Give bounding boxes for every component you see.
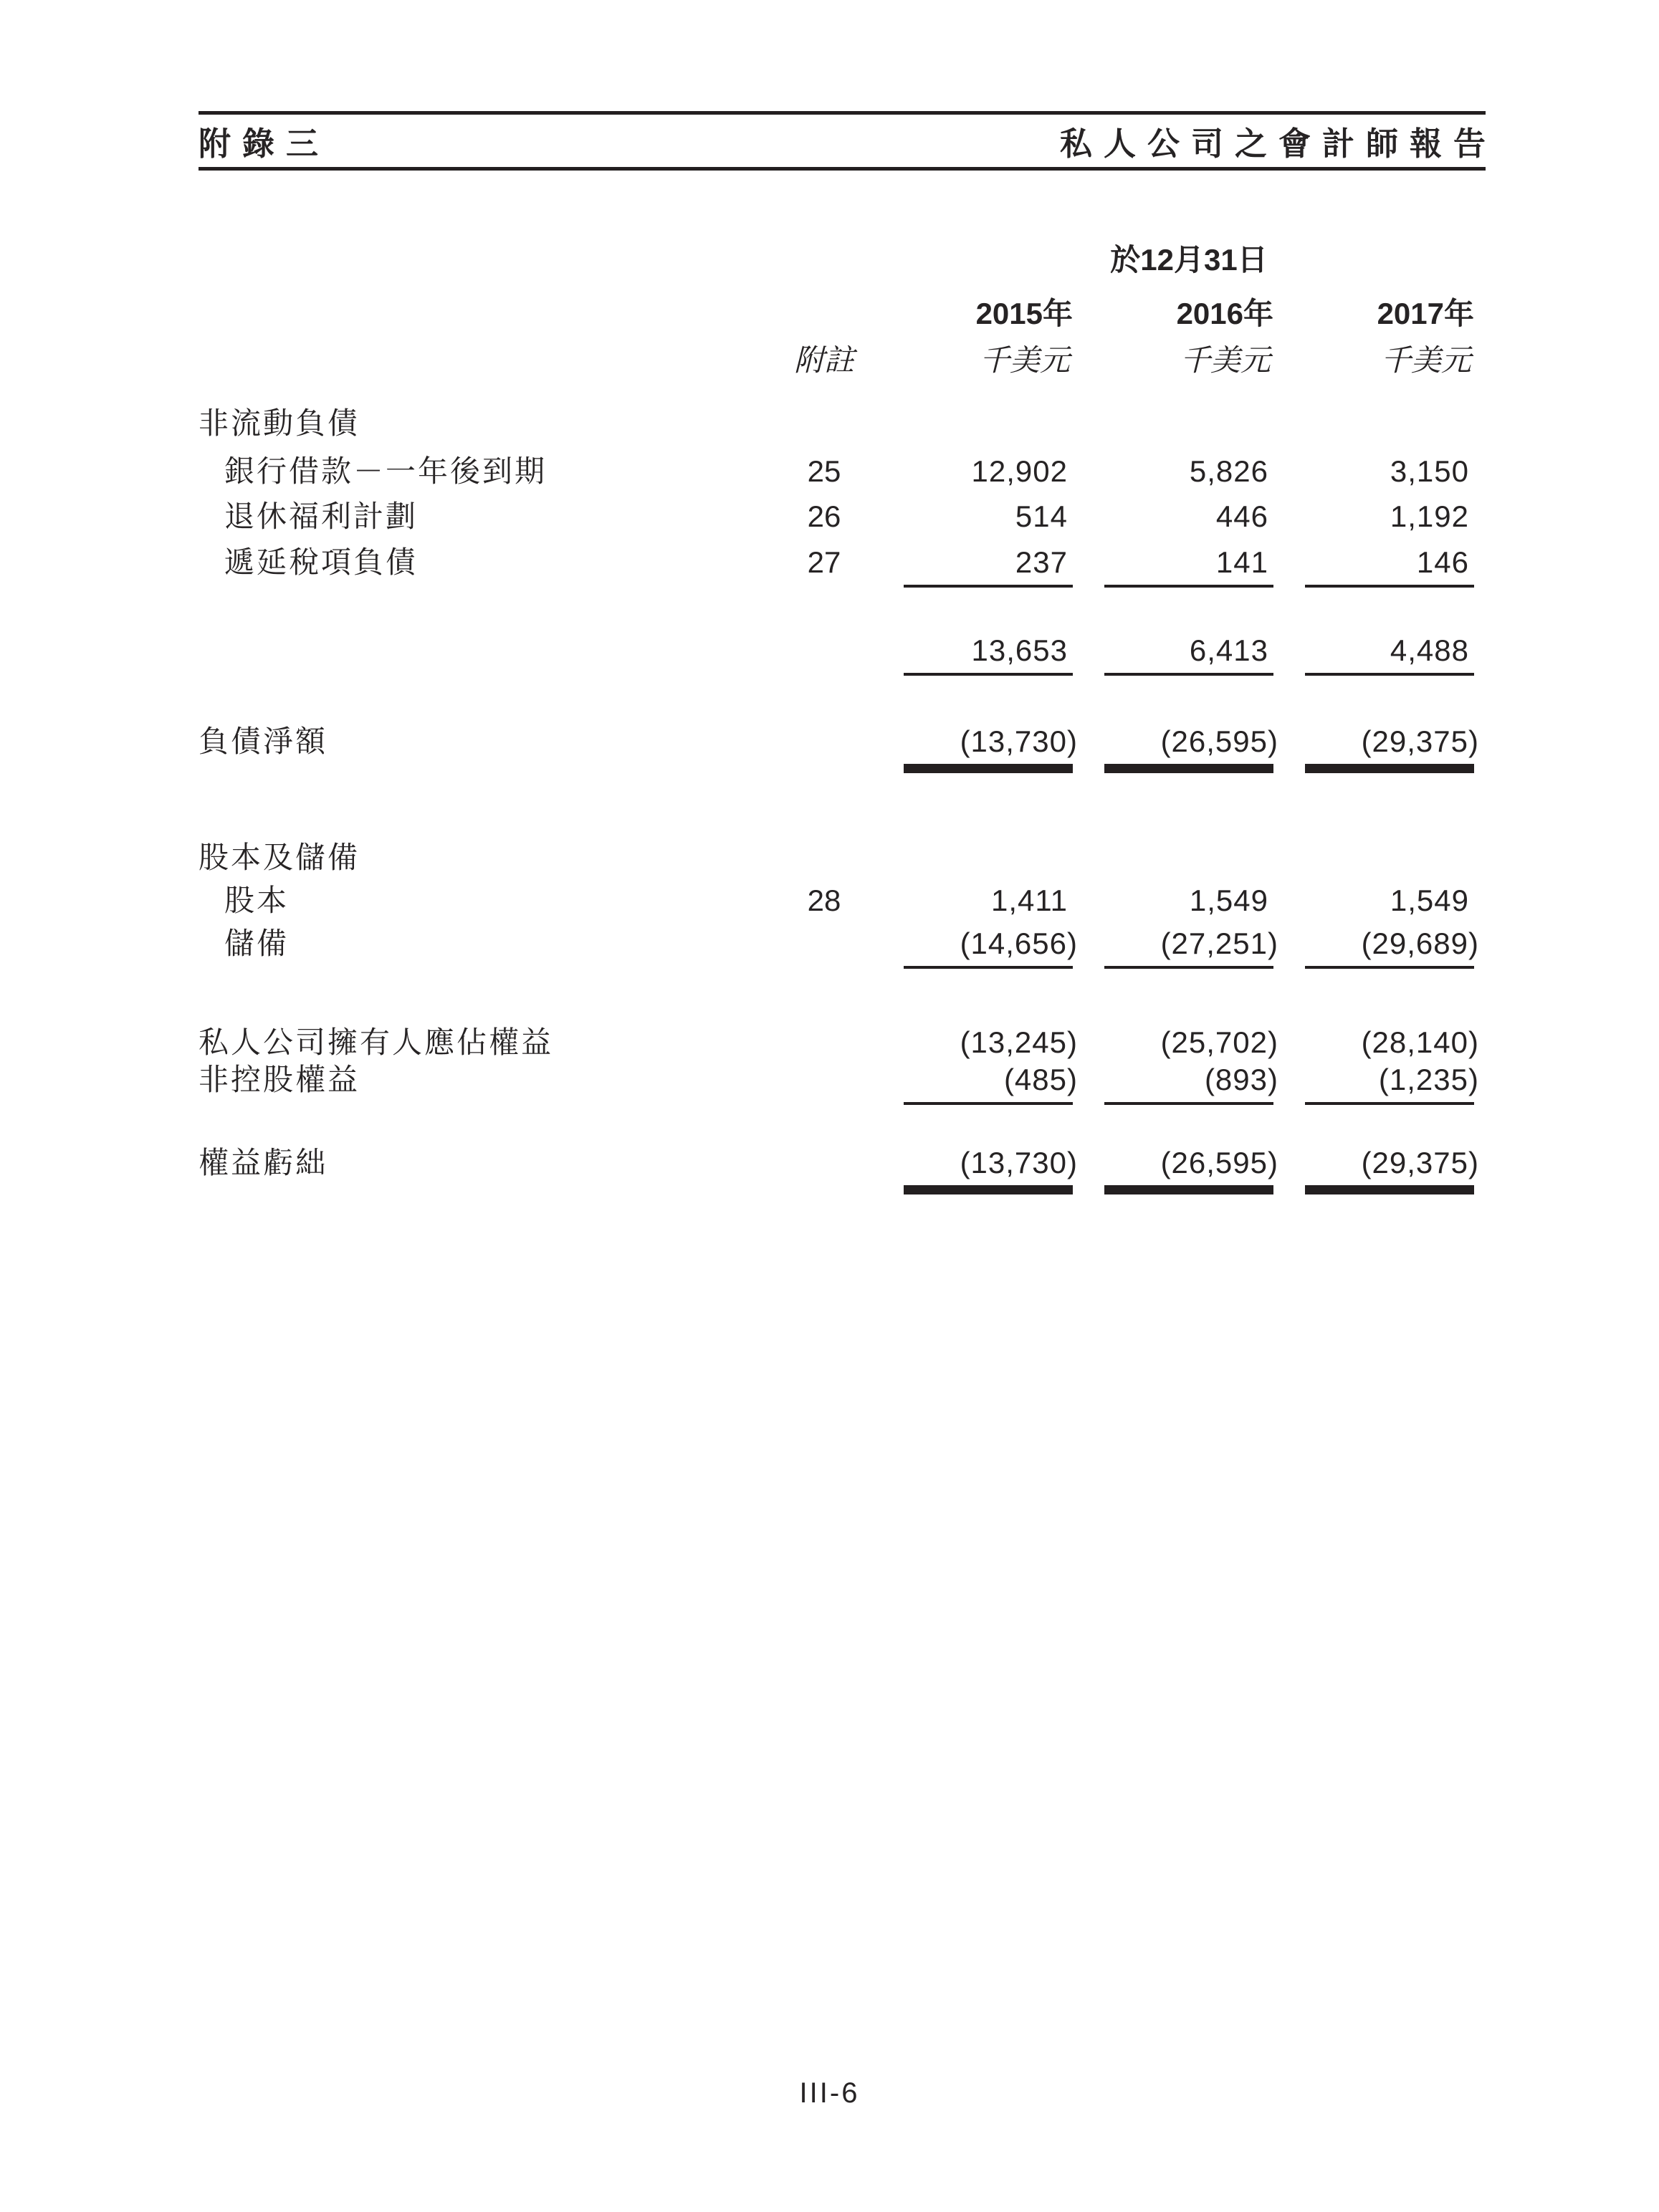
- value: (1,235): [1378, 1063, 1479, 1096]
- year-header-2015: 2015年: [975, 297, 1073, 330]
- value-cell: [904, 1025, 1078, 1060]
- value: (893): [1204, 1063, 1278, 1096]
- value: 12,902: [971, 454, 1068, 488]
- value: (485): [1003, 1063, 1078, 1096]
- value-cell: [904, 1063, 1078, 1105]
- table-row: [199, 454, 1486, 489]
- value-cell: [1104, 1146, 1278, 1192]
- value-cell: [904, 724, 1078, 770]
- value-cell: [1104, 545, 1273, 588]
- value-cell: [1104, 454, 1273, 489]
- value-cell: [1104, 884, 1273, 918]
- note-reference: 28: [807, 884, 841, 917]
- value-cell: [1104, 1025, 1278, 1060]
- row-label: 非流動負債: [199, 406, 360, 440]
- row-label: 非控股權益: [199, 1063, 360, 1096]
- page-number: III-6: [799, 2077, 860, 2109]
- section-header-row: [199, 406, 1486, 441]
- report-title: 私人公司之會計師報告: [1059, 125, 1497, 162]
- value-cell: [1104, 1063, 1278, 1105]
- value-cell: [1305, 1146, 1479, 1192]
- value-cell: [1305, 499, 1474, 534]
- value: (25,702): [1160, 1025, 1278, 1059]
- row-label: 負債淨額: [199, 724, 328, 758]
- row-label: 權益虧絀: [199, 1146, 328, 1179]
- value: 3,150: [1390, 454, 1469, 488]
- value: (13,730): [960, 724, 1078, 758]
- section-header-row: [199, 841, 1486, 875]
- table-row: [199, 545, 1486, 588]
- value: 1,549: [1189, 884, 1268, 917]
- table-row: [199, 1025, 1486, 1060]
- unit-header-row: [199, 343, 1486, 378]
- unit-header: 千美元: [979, 343, 1070, 377]
- value-cell: [1305, 1025, 1479, 1060]
- value: 1,549: [1390, 884, 1469, 917]
- header-bottom-rule: [199, 167, 1486, 171]
- value: 237: [1015, 545, 1068, 579]
- page-header: [199, 115, 1497, 166]
- value-cell: [904, 884, 1073, 918]
- value-cell: [1305, 884, 1474, 918]
- value: (28,140): [1361, 1025, 1479, 1059]
- note-reference: 26: [807, 499, 841, 533]
- value: (13,245): [960, 1025, 1078, 1059]
- value: 13,653: [971, 633, 1068, 667]
- row-label: 遞延稅項負債: [224, 545, 419, 579]
- year-header-row: [199, 297, 1486, 331]
- table-row: [199, 884, 1486, 918]
- row-label: 股本: [224, 884, 290, 917]
- value-cell: [1104, 927, 1278, 969]
- value: (26,595): [1160, 724, 1278, 758]
- note-reference: 27: [807, 545, 841, 579]
- table-row: [199, 499, 1486, 534]
- value-cell: [904, 499, 1073, 534]
- row-label: 私人公司擁有人應佔權益: [199, 1025, 554, 1059]
- value: (14,656): [960, 927, 1078, 960]
- value: 446: [1215, 499, 1268, 533]
- value: 5,826: [1189, 454, 1268, 488]
- value: 514: [1015, 499, 1068, 533]
- value-cell: [904, 545, 1073, 588]
- notes-column-header: 附註: [793, 343, 854, 377]
- value-cell: [904, 927, 1078, 969]
- value: 141: [1215, 545, 1268, 579]
- value: (29,689): [1361, 927, 1479, 960]
- value-cell: [1305, 1063, 1479, 1105]
- row-label: 儲備: [224, 927, 290, 960]
- row-label: 股本及儲備: [199, 841, 360, 874]
- unit-header: 千美元: [1380, 343, 1471, 377]
- value: (29,375): [1361, 724, 1479, 758]
- year-header-2016: 2016年: [1176, 297, 1273, 330]
- value: 6,413: [1189, 633, 1268, 667]
- row-label: 銀行借款－一年後到期: [224, 454, 548, 488]
- value: 146: [1416, 545, 1469, 579]
- table-row: [199, 633, 1486, 676]
- value-cell: [904, 1146, 1078, 1192]
- date-header-row: [199, 243, 1486, 277]
- table-row: [199, 724, 1486, 770]
- value-cell: [1104, 633, 1273, 676]
- unit-header: 千美元: [1180, 343, 1271, 377]
- row-label: 退休福利計劃: [224, 499, 419, 533]
- appendix-title: 附錄三: [199, 125, 330, 162]
- value: 1,192: [1390, 499, 1469, 533]
- value-cell: [1305, 633, 1474, 676]
- value-cell: [904, 633, 1073, 676]
- note-reference: 25: [807, 454, 841, 488]
- value-cell: [1104, 724, 1278, 770]
- value-cell: [1305, 927, 1479, 969]
- value: 1,411: [991, 884, 1068, 917]
- value-cell: [1104, 499, 1273, 534]
- value: 4,488: [1390, 633, 1469, 667]
- date-header: 於12月31日: [1110, 243, 1268, 277]
- value: (13,730): [960, 1146, 1078, 1179]
- value-cell: [904, 454, 1073, 489]
- year-header-2017: 2017年: [1377, 297, 1474, 330]
- value: (27,251): [1160, 927, 1278, 960]
- value-cell: [1305, 724, 1479, 770]
- value-cell: [1305, 454, 1474, 489]
- value: (29,375): [1361, 1146, 1479, 1179]
- value-cell: [1305, 545, 1474, 588]
- table-row: [199, 1146, 1486, 1192]
- table-row: [199, 927, 1486, 969]
- value: (26,595): [1160, 1146, 1278, 1179]
- table-row: [199, 1063, 1486, 1105]
